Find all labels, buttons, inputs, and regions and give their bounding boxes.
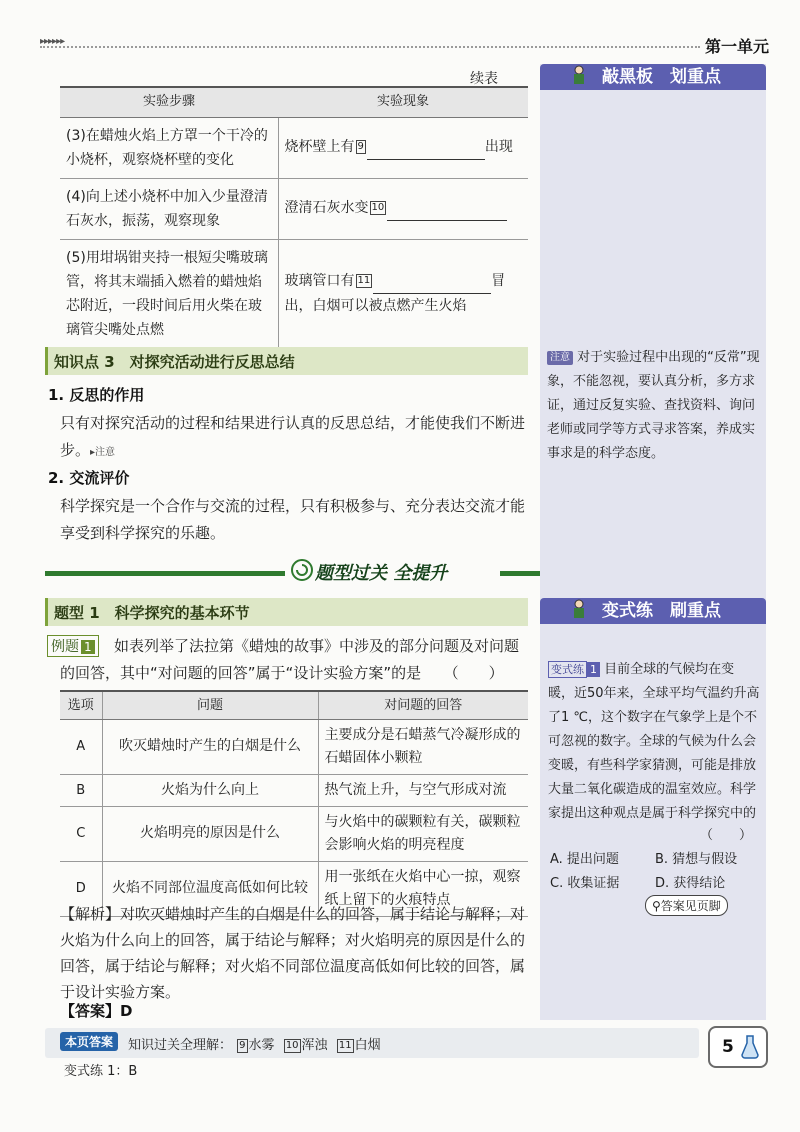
answer-number: 10 bbox=[285, 1039, 299, 1051]
phenomenon-text: 烧杯壁上有 bbox=[284, 139, 355, 155]
question-cell: 吹灭蜡烛时产生的白烟是什么 bbox=[102, 719, 318, 774]
blank-number: 11 bbox=[357, 275, 371, 286]
teacher-figure-icon bbox=[566, 64, 592, 86]
sidebar-header: 变式练 刷重点 bbox=[540, 598, 766, 624]
phenomenon-text: 玻璃管口有 bbox=[284, 273, 355, 289]
practice-number: 1 bbox=[587, 662, 600, 677]
reflection-paragraph bbox=[60, 410, 526, 466]
answer-prefix: 知识过关全理解： bbox=[128, 1038, 233, 1053]
exchange-paragraph: 科学探究是一个合作与交流的过程，只有积极参与、充分表达交流才能享受到科学探究的乐趣。 bbox=[60, 497, 526, 542]
blank-number: 10 bbox=[371, 202, 385, 213]
option-c[interactable]: C. 收集证据 bbox=[550, 876, 620, 891]
option-letter: C bbox=[60, 806, 102, 861]
example-question: 如表列举了法拉第《蜡烛的故事》中涉及的部分问题及对问题的回答，其中“对问题的回答”属于“设计实验方案”的是 （ ） bbox=[60, 637, 520, 682]
step-cell: (4)向上述小烧杯中加入少量澄清石灰水，振荡，观察现象 bbox=[60, 178, 278, 239]
note-marker[interactable]: ▸注意 bbox=[90, 447, 116, 458]
answer-cell: 主要成分是石蜡蒸气冷凝形成的石蜡固体小颗粒 bbox=[318, 719, 528, 774]
option-letter: B bbox=[60, 774, 102, 806]
topic-title: 题型 1 科学探究的基本环节 bbox=[54, 604, 250, 622]
divider-line-left bbox=[45, 571, 285, 576]
option-letter: D bbox=[60, 861, 102, 916]
analysis-text: 【解析】对吹灭蜡烛时产生的白烟是什么的回答，属于结论与解释；对火焰为什么向上的回答，属于结论与解释；对火焰明亮的原因是什么的回答，属于结论与解释；对火焰不同部位温度高低如何比较的回答，属于设计实验方案。 bbox=[60, 905, 526, 1001]
phenomenon-text: 出，白烟可以被点燃产生火焰 bbox=[284, 298, 467, 314]
step-cell: (3)在蜡烛火焰上方罩一个干冷的小烧杯，观察烧杯壁的变化 bbox=[60, 117, 278, 178]
table-header: 问题 bbox=[102, 691, 318, 719]
reflection-text: 只有对探究活动的过程和结果进行认真的反思总结，才能使我们不断进步。 bbox=[60, 414, 526, 459]
fill-blank[interactable] bbox=[367, 135, 485, 160]
option-a[interactable]: A. 提出问题 bbox=[550, 852, 619, 867]
note-tag: 注意 bbox=[547, 351, 573, 365]
subheading-exchange: 2. 交流评价 bbox=[48, 469, 130, 487]
table-row bbox=[60, 178, 528, 239]
phenomenon-text: 出现 bbox=[484, 139, 513, 155]
phenomenon-cell bbox=[278, 117, 528, 178]
example-label: 例题 bbox=[51, 639, 79, 655]
answer-line-2: 变式练 1：B bbox=[64, 1064, 138, 1079]
sidebar-key-points bbox=[540, 64, 766, 604]
phenomenon-cell bbox=[278, 178, 528, 239]
answer-link-text: 答案见页脚 bbox=[660, 899, 721, 913]
table-row bbox=[60, 806, 528, 861]
answer-badge: 本页答案 bbox=[60, 1032, 118, 1051]
page-number: 5 bbox=[722, 1037, 734, 1057]
section-divider-title: 题型过关 全提升 bbox=[315, 563, 448, 584]
answer-number: 11 bbox=[338, 1039, 352, 1051]
header-dotted-line bbox=[40, 40, 700, 48]
fill-blank[interactable] bbox=[387, 196, 507, 221]
practice-question bbox=[548, 658, 760, 826]
answer-number: 9 bbox=[239, 1039, 246, 1051]
table-row bbox=[60, 239, 528, 348]
experiment-table bbox=[60, 86, 528, 349]
answer-value: 浑浊 bbox=[301, 1038, 328, 1053]
phenomenon-text: 冒 bbox=[491, 273, 506, 289]
table-row bbox=[60, 719, 528, 774]
answer-bracket: （ ） bbox=[700, 828, 753, 843]
practice-text: 目前全球的气候均在变暖，近50年来，全球平均气温约升高了1 ℃，这个数字在气象学上是个不可忽视的数字。全球的气候为什么会变暖，有些科学家猜测，可能是排放大量二氧化碳造成的温室效应。科学家提出这种观点是属于科学探究中的 bbox=[548, 662, 760, 821]
phenomenon-text: 澄清石灰水变 bbox=[284, 200, 369, 216]
example-answer: 【答案】D bbox=[60, 1002, 133, 1020]
fill-blank[interactable] bbox=[373, 269, 491, 294]
example-options-table bbox=[60, 690, 528, 917]
answer-link[interactable] bbox=[645, 895, 728, 916]
answer-line-1 bbox=[128, 1034, 381, 1053]
unit-title: 第一单元 bbox=[705, 37, 770, 56]
knowledge-point-title: 知识点 3 对探究活动进行反思总结 bbox=[54, 353, 295, 371]
continued-label: 续表 bbox=[470, 71, 498, 87]
header-arrows: ▸▸▸▸▸▸ bbox=[40, 36, 65, 47]
answer-cell: 与火焰中的碳颗粒有关，碳颗粒会影响火焰的明亮程度 bbox=[318, 806, 528, 861]
spiral-icon bbox=[290, 558, 314, 582]
option-b[interactable]: B. 猜想与假设 bbox=[655, 852, 738, 867]
answer-value: 水雾 bbox=[248, 1038, 275, 1053]
subheading-reflection: 1. 反思的作用 bbox=[48, 386, 145, 404]
step-cell: (5)用坩埚钳夹持一根短尖嘴玻璃管，将其末端插入燃着的蜡烛焰芯附近，一段时间后用火柴在玻璃管尖嘴处点燃 bbox=[60, 239, 278, 348]
table-header: 实验现象 bbox=[278, 87, 528, 117]
example-number: 1 bbox=[81, 640, 95, 654]
sidebar-note bbox=[547, 346, 761, 466]
practice-tag: 变式练 bbox=[548, 661, 587, 678]
table-header: 实验步骤 bbox=[60, 87, 278, 117]
flask-icon bbox=[740, 1034, 760, 1060]
sidebar-header: 敲黑板 划重点 bbox=[540, 64, 766, 90]
table-row bbox=[60, 117, 528, 178]
question-cell: 火焰明亮的原因是什么 bbox=[102, 806, 318, 861]
question-cell: 火焰不同部位温度高低如何比较 bbox=[102, 861, 318, 916]
question-cell: 火焰为什么向上 bbox=[102, 774, 318, 806]
student-figure-icon bbox=[566, 598, 592, 620]
table-row bbox=[60, 774, 528, 806]
option-letter: A bbox=[60, 719, 102, 774]
blank-number: 9 bbox=[357, 141, 364, 152]
answer-cell: 用一张纸在火焰中心一掠，观察纸上留下的火痕特点 bbox=[318, 861, 528, 916]
answer-cell: 热气流上升，与空气形成对流 bbox=[318, 774, 528, 806]
pin-icon: ⚲ bbox=[652, 899, 661, 913]
note-text: 对于实验过程中出现的“反常”现象，不能忽视，要认真分析，多方求证，通过反复实验、查找资料、询问老师或同学等方式寻求答案，养成实事求是的科学态度。 bbox=[547, 350, 760, 461]
table-header: 对问题的回答 bbox=[318, 691, 528, 719]
phenomenon-cell bbox=[278, 239, 528, 348]
answer-value: 白烟 bbox=[354, 1038, 381, 1053]
table-header: 选项 bbox=[60, 691, 102, 719]
option-d[interactable]: D. 获得结论 bbox=[655, 876, 726, 891]
